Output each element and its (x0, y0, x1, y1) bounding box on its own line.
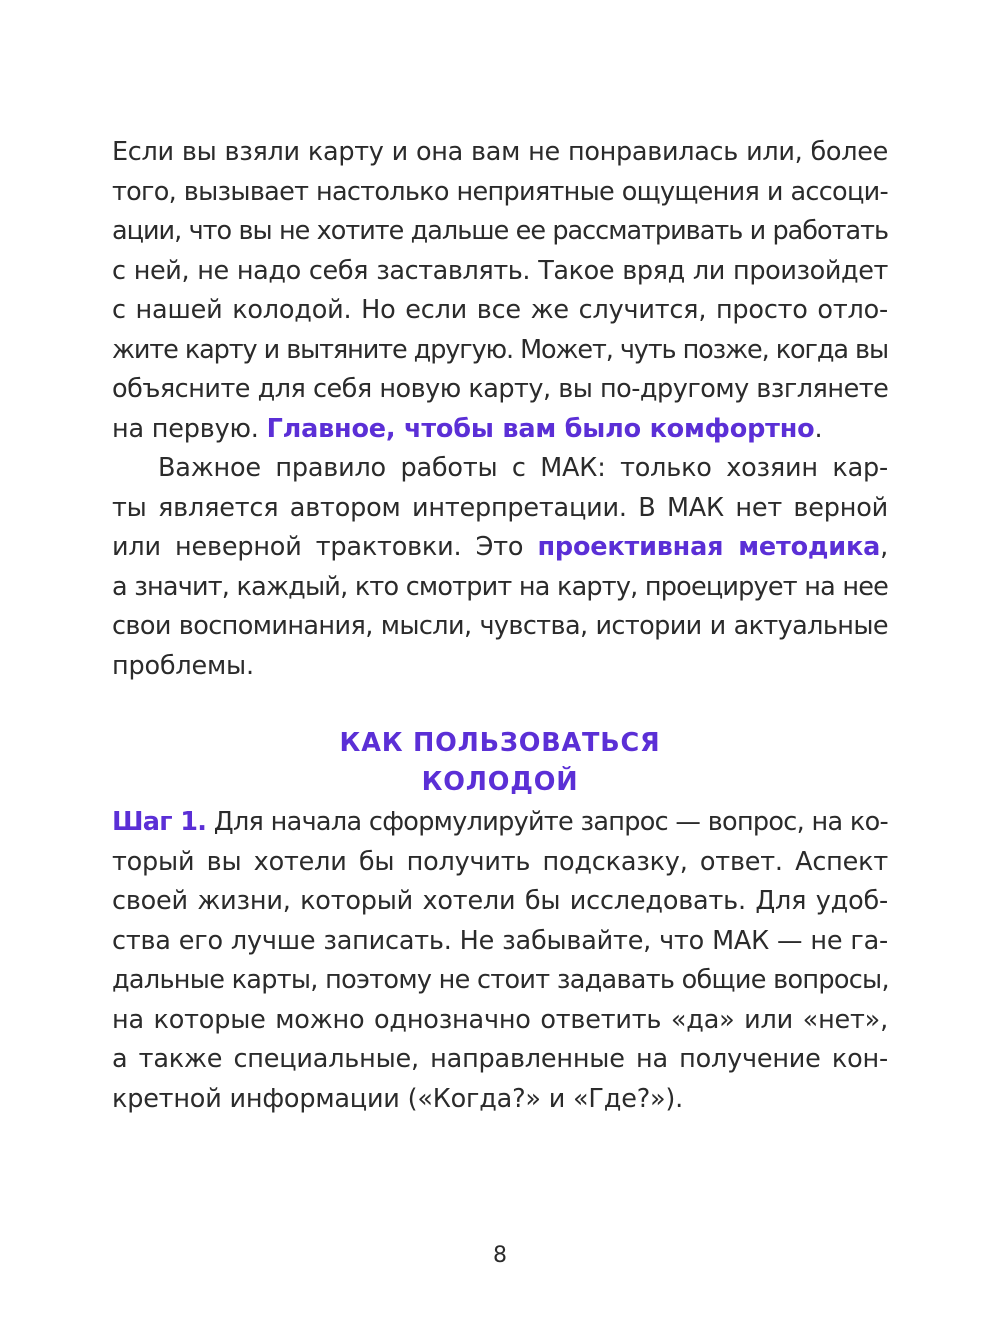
paragraph-interpretation-rule (112, 449, 888, 686)
text-line (112, 528, 888, 568)
text-line: свои воспоминания, мысли, чувства, истории и актуальные (112, 611, 888, 641)
text-line: жите карту и вытяните другую. Может, чуть позже, когда вы (112, 334, 888, 365)
paragraph-step-1 (112, 803, 888, 1119)
text-line: своей жизни, который хотели бы исследовать. Для удоб- (112, 886, 888, 916)
page-number: 8 (493, 1243, 507, 1268)
text-line: ации, что вы не хотите дальше ее рассматривать и работать (112, 216, 888, 246)
text-line (112, 410, 888, 450)
text-line: проблемы. (112, 650, 254, 681)
text-line: торый вы хотели бы получить подсказку, ответ. Аспект (112, 846, 888, 877)
text-line: с нашей колодой. Но если все же случится, просто отло- (112, 295, 888, 325)
heading-line: КОЛОДОЙ (421, 767, 579, 797)
text-line: того, вызывает настолько неприятные ощущения и ассоци- (112, 176, 888, 207)
text-run: Для начала сформулируйте запрос — вопрос, на ко- (206, 807, 889, 837)
text-line: объясните для себя новую карту, вы по-другому взглянете (112, 374, 889, 404)
text-line: Если вы взяли карту и она вам не понравилась или, более (112, 137, 888, 167)
paragraph-uncomfortable-card (112, 133, 888, 449)
text-run: , (880, 532, 888, 562)
step-label: Шаг 1. (112, 807, 207, 837)
text-line: а также специальные, направленные на получение кон- (112, 1044, 888, 1074)
text-run: . (814, 413, 823, 444)
text-line: на которые можно однозначно ответить «да» или «нет», (112, 1004, 888, 1035)
text-line: а значит, каждый, кто смотрит на карту, проецирует на нее (112, 571, 888, 602)
text-line: дальные карты, поэтому не стоит задавать общие вопросы, (112, 965, 889, 995)
text-line: ты является автором интерпретации. В МАК нет верной (112, 492, 888, 523)
text-run: на первую. (112, 413, 267, 444)
highlight-comfort: Главное, чтобы вам было комфортно (266, 413, 815, 444)
text-line: кретной информации («Когда?» и «Где?»). (112, 1083, 684, 1114)
text-run: или неверной трактовки. Это (112, 532, 538, 562)
highlight-projective-method: проективная методика (537, 532, 881, 562)
heading-line: КАК ПОЛЬЗОВАТЬСЯ (339, 728, 661, 758)
text-line: ства его лучше записать. Не забывайте, что МАК — не га- (112, 925, 888, 956)
text-line: Важное правило работы с МАК: только хозяин кар- (158, 453, 888, 483)
text-line (112, 803, 888, 843)
text-line: с ней, не надо себя заставлять. Такое вряд ли произойдет (112, 255, 888, 286)
section-heading (0, 724, 1000, 802)
